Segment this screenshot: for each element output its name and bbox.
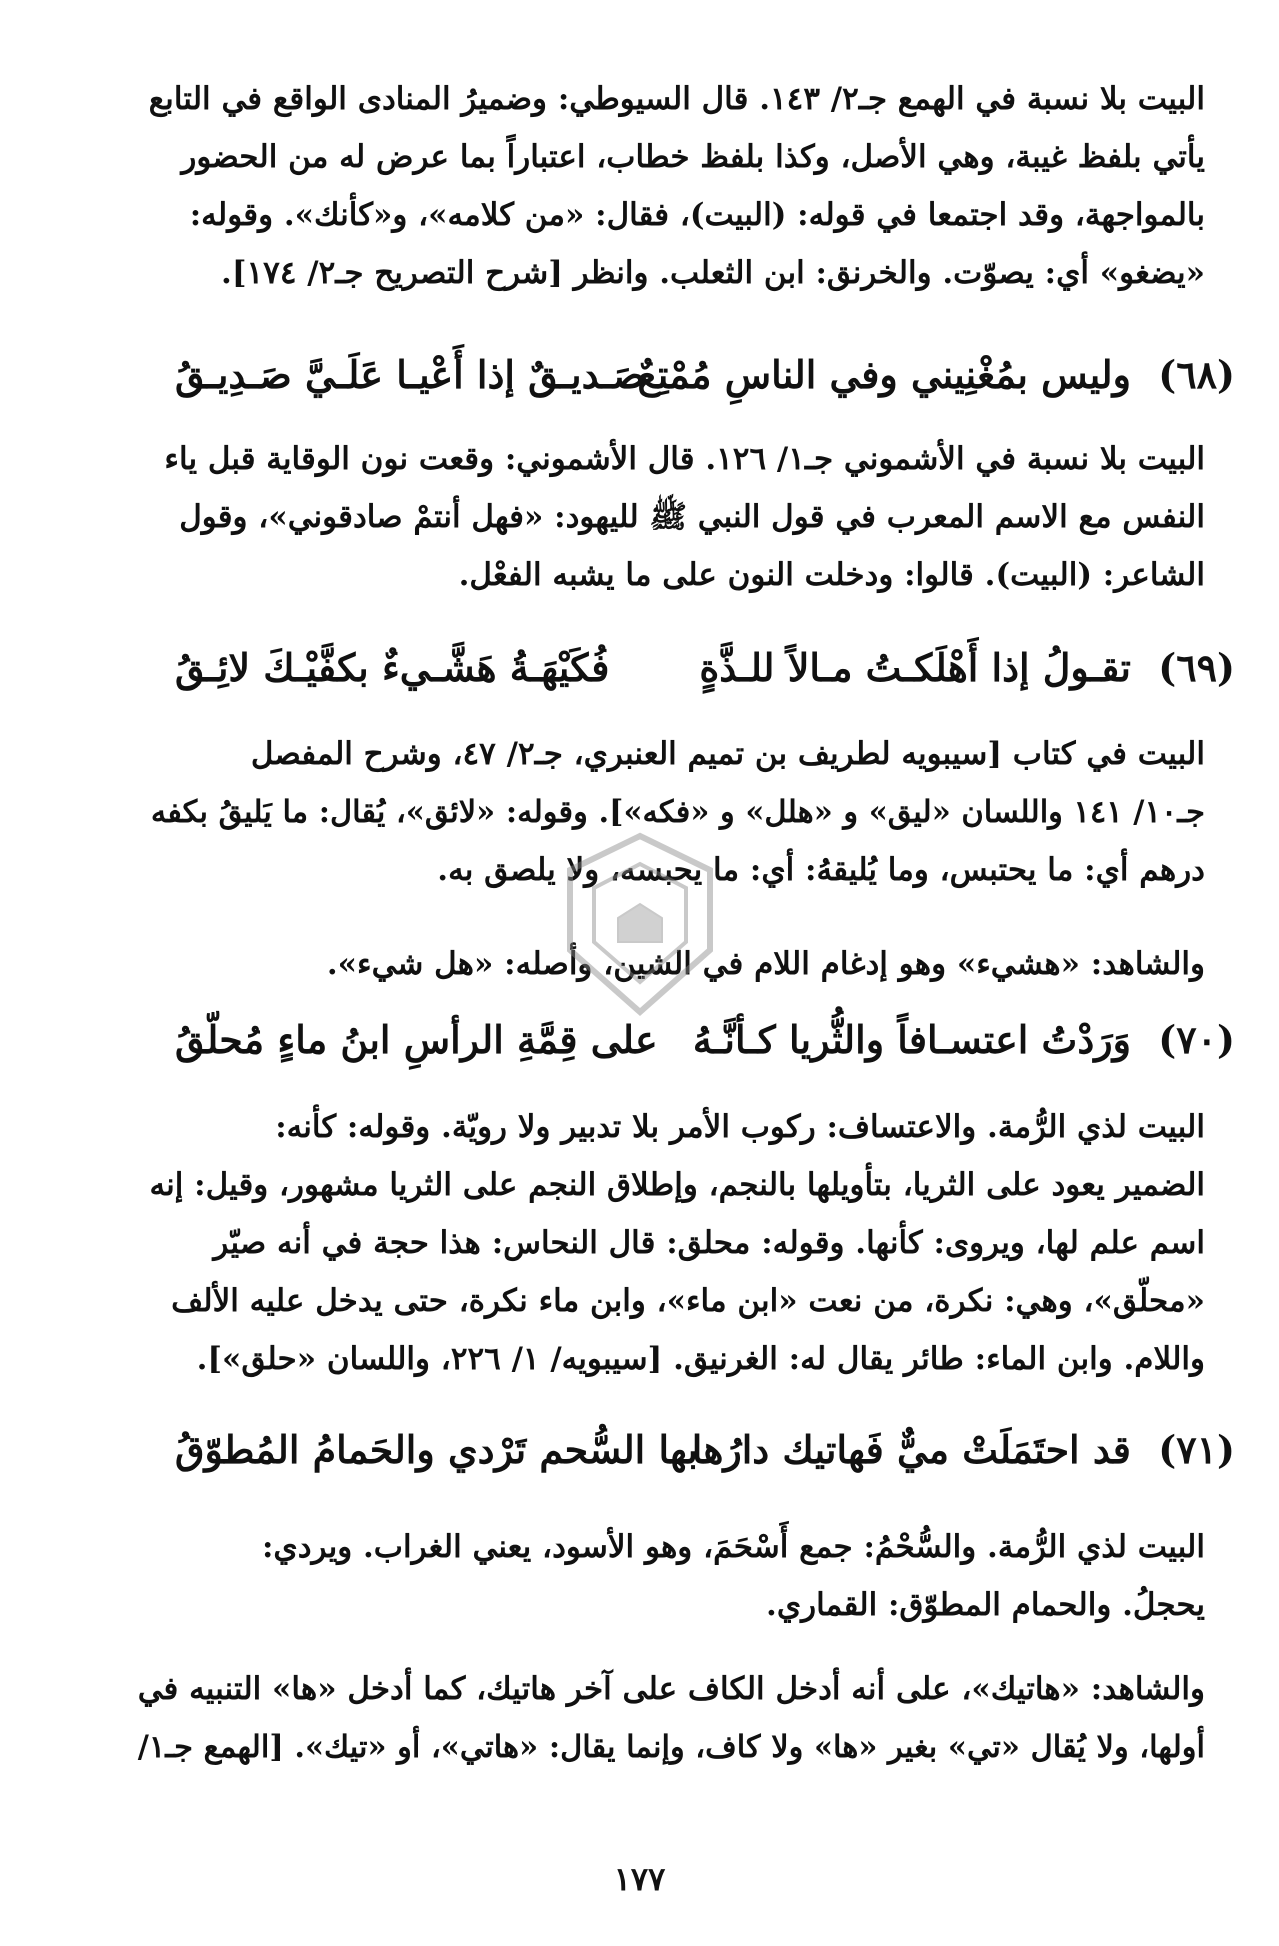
verse-71 bbox=[175, 1420, 1235, 1480]
commentary-paragraph-1 bbox=[135, 70, 1205, 302]
commentary-paragraph-68 bbox=[135, 430, 1205, 604]
text-line: الشاعر: (البيت). قالوا: ودخلت النون على ما يشبه الفعْل. bbox=[458, 557, 1205, 593]
verse-68 bbox=[175, 345, 1235, 405]
commentary-paragraph-70 bbox=[135, 1098, 1205, 1388]
verse-number: (٧١) bbox=[1158, 1427, 1235, 1472]
library-seal-watermark bbox=[560, 830, 720, 1020]
text-line: والشاهد: «هاتيك»، على أنه أدخل الكاف على آخر هاتيك، كما أدخل «ها» التنبيه في bbox=[137, 1671, 1205, 1707]
text-line: يحجلُ. والحمام المطوّق: القماري. bbox=[766, 1587, 1205, 1623]
text-line: جـ١٠/ ١٤١ واللسان «ليق» و «هلل» و «فكه»]. وقوله: «لائق»، يُقال: ما يَليقُ بكفه bbox=[150, 794, 1205, 830]
verse-second-hemistich: صَـديـقٌ إذا أَعْيـا عَلَـيَّ صَـدِيـقُ bbox=[175, 352, 645, 397]
page-number: ١٧٧ bbox=[613, 1860, 666, 1898]
text-line: البيت لذي الرُّمة. والاعتساف: ركوب الأمر بلا تدبير ولا رويّة. وقوله: كأنه: bbox=[275, 1109, 1205, 1145]
text-line: أولها، ولا يُقال «تي» بغير «ها» ولا كاف، وإنما يقال: «هاتي»، أو «تيك». [الهمع جـ١/ bbox=[137, 1729, 1205, 1765]
text-line: واللام. وابن الماء: طائر يقال له: الغرنيق. [سيبويه/ ١/ ٢٢٦، واللسان «حلق»]. bbox=[196, 1341, 1205, 1377]
verse-first-hemistich: وليس بمُغْنِيني وفي الناسِ مُمْتِعٌ bbox=[637, 352, 1131, 397]
verse-first-hemistich: وَرَدْتُ اعتسـافاً والثُّريا كـأنَّـهُ bbox=[692, 1017, 1131, 1062]
verse-69 bbox=[175, 638, 1235, 698]
text-line: «محلّق»، وهي: نكرة، من نعت «ابن ماء»، وابن ماء نكرة، حتى يدخل عليه الألف bbox=[171, 1283, 1205, 1319]
verse-number: (٦٨) bbox=[1158, 352, 1235, 397]
text-line: درهم أي: ما يحتبس، وما يُليقهُ: أي: ما يحبسه، ولا يلصق به. bbox=[437, 852, 1205, 888]
verse-second-hemistich: فُكَيْهَـةُ هَشَّـيءٌ بكفَّيْـكَ لائِـقُ bbox=[175, 645, 610, 690]
text-line: بالمواجهة، وقد اجتمعا في قوله: (البيت)، فقال: «من كلامه»، و«كأنك». وقوله: bbox=[189, 197, 1205, 233]
text-line: البيت لذي الرُّمة. والسُّحْمُ: جمع أَسْحَمَ، وهو الأسود، يعني الغراب. ويردي: bbox=[261, 1529, 1205, 1565]
text-line: الضمير يعود على الثريا، بتأويلها بالنجم، وإطلاق النجم على الثريا مشهور، وقيل: إنه bbox=[149, 1167, 1205, 1203]
verse-first-hemistich: تقـولُ إذا أَهْلَكـتُ مـالاً للـذَّةٍ bbox=[699, 645, 1131, 690]
verse-number: (٧٠) bbox=[1158, 1017, 1235, 1062]
text-line: «يضغو» أي: يصوّت. والخرنق: ابن الثعلب. وانظر [شرح التصريح جـ٢/ ١٧٤]. bbox=[221, 255, 1205, 291]
verse-second-hemistich: على قِمَّةِ الرأسِ ابنُ ماءٍ مُحلّقُ bbox=[175, 1017, 658, 1062]
text-line: البيت بلا نسبة في الأشموني جـ١/ ١٢٦. قال الأشموني: وقعت نون الوقاية قبل ياء bbox=[164, 441, 1205, 477]
text-line: النفس مع الاسم المعرب في قول النبي ﷺ لليهود: «فهل أنتمْ صادقوني»، وقول bbox=[179, 499, 1205, 535]
verse-number: (٦٩) bbox=[1158, 645, 1235, 690]
text-line: يأتي بلفظ غيبة، وهي الأصل، وكذا بلفظ خطاب، اعتباراً بما عرض له من الحضور bbox=[181, 139, 1205, 175]
shahid-paragraph-71 bbox=[135, 1660, 1205, 1776]
verse-second-hemistich: بها السُّحم تَرْدي والحَمامُ المُطوّقُ bbox=[175, 1427, 699, 1472]
text-line: البيت في كتاب [سيبويه لطريف بن تميم العنبري، جـ٢/ ٤٧، وشرح المفصل bbox=[250, 736, 1205, 772]
text-line: اسم علم لها، ويروى: كأنها. وقوله: محلق: قال النحاس: هذا حجة في أنه صيّر bbox=[213, 1225, 1205, 1261]
text-line: والشاهد: «هشيء» وهو إدغام اللام في الشين، وأصله: «هل شيء». bbox=[326, 946, 1205, 982]
text-line: البيت بلا نسبة في الهمع جـ٢/ ١٤٣. قال السيوطي: وضميرُ المنادى الواقع في التابع bbox=[148, 81, 1205, 117]
verse-first-hemistich: قد احتَمَلَتْ ميٌّ فَهاتيك دارُها bbox=[691, 1427, 1131, 1472]
commentary-paragraph-71 bbox=[135, 1518, 1205, 1634]
